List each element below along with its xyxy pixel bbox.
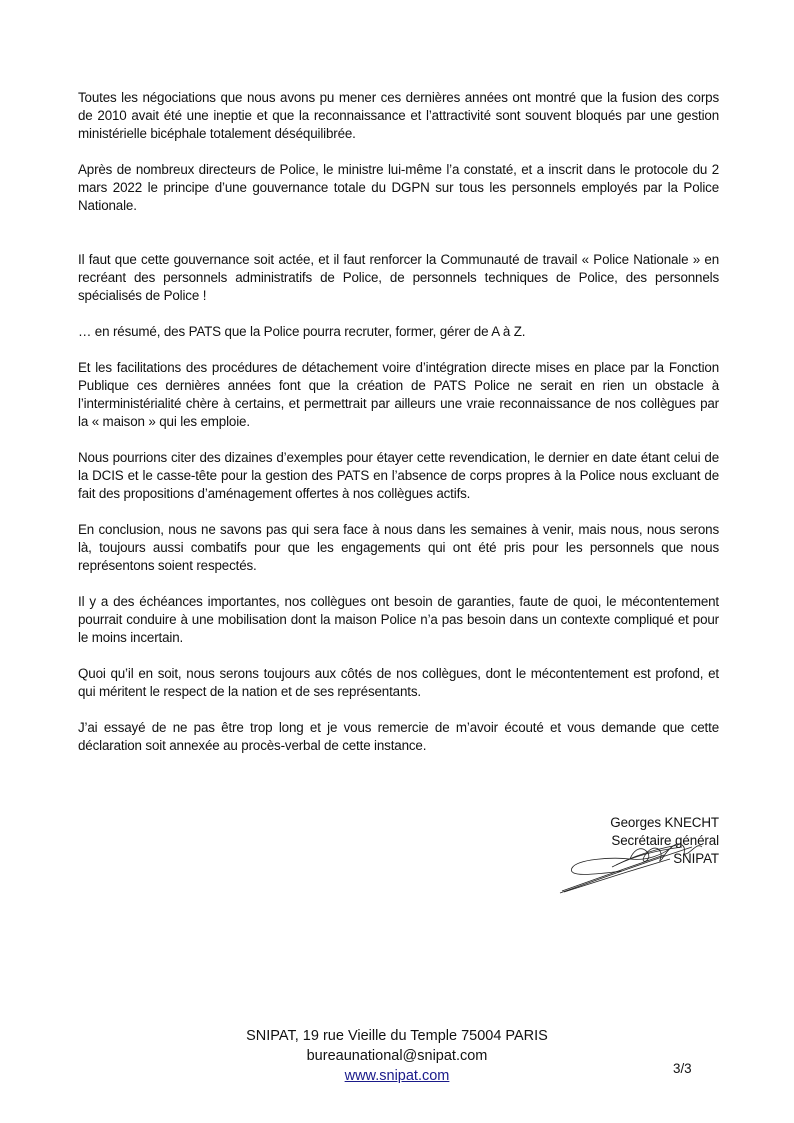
footer-email[interactable]: bureaunational@snipat.com (306, 1048, 488, 1064)
page-footer (0, 1026, 794, 1086)
paragraph-resume-pats: … en résumé, des PATS que la Police pourra recruter, former, gérer de A à Z. (78, 324, 526, 339)
signatory-name: Georges KNECHT (610, 815, 719, 830)
paragraph-protocole-2-mars: Après de nombreux directeurs de Police, le ministre lui-même l’a constaté, et a inscrit dans le protocole du 2 mars 2022 le principe d’une gouvernance totale du DGPN sur tous les personnels employés par la Police Nationale. (78, 162, 719, 213)
page-number: 3/3 (673, 1061, 692, 1076)
paragraph-fusion-des-corps: Toutes les négociations que nous avons pu mener ces dernières années ont montré que la fusion des corps de 2010 avait été une ineptie et que la reconnaissance et l’attractivité sont souvent bloqués par une gestion ministérielle bicéphale totalement déséquilibrée. (78, 90, 719, 141)
signatory-title: Secrétaire général (611, 833, 719, 848)
document-body (78, 89, 719, 773)
paragraph-exemples: Nous pourrions citer des dizaines d’exemples pour étayer cette revendication, le dernier en date étant celui de la DCIS et le casse-tête pour la gestion des PATS en l’absence de corps propres à la Police nous excluant de fait des propositions d’aménagement offertes à nos collègues actifs. (78, 450, 719, 501)
paragraph-gouvernance: Il faut que cette gouvernance soit actée, et il faut renforcer la Communauté de travail « Police Nationale » en recréant des personnels administratifs de Police, de personnels techniques de Police, des personnels spécialisés de Police ! (78, 252, 719, 303)
paragraph-facilitations: Et les facilitations des procédures de détachement voire d’intégration directe mises en place par la Fonction Publique ces dernières années font que la création de PATS Police ne serait en rien un obstacle à l’interministérialité chère à certains, et permettrait par ailleurs une vraie reconnaissance de nos collègues par la « maison » qui les emploie. (78, 360, 719, 429)
footer-address: SNIPAT, 19 rue Vieille du Temple 75004 PARIS (246, 1028, 548, 1044)
handwritten-signature-icon (552, 835, 712, 900)
signatory-organization: SNIPAT (673, 851, 719, 866)
paragraph-aux-cotes: Quoi qu’il en soit, nous serons toujours aux côtés de nos collègues, dont le mécontentement est profond, et qui méritent le respect de la nation et de ses représentants. (78, 666, 719, 699)
footer-website-link[interactable]: www.snipat.com (344, 1068, 450, 1084)
paragraph-conclusion: En conclusion, nous ne savons pas qui sera face à nous dans les semaines à venir, mais nous, nous serons là, toujours aussi combatifs pour que les engagements qui ont été pris pour les personnels que nous représentons soient respectés. (78, 522, 719, 573)
paragraph-remerciements: J’ai essayé de ne pas être trop long et je vous remercie de m’avoir écouté et vous demande que cette déclaration soit annexée au procès-verbal de cette instance. (78, 720, 719, 753)
paragraph-echeances: Il y a des échéances importantes, nos collègues ont besoin de garanties, faute de quoi, le mécontentement pourrait conduire à une mobilisation dont la maison Police n’a pas besoin dans un contexte compliqué et pour le moins incertain. (78, 594, 719, 645)
